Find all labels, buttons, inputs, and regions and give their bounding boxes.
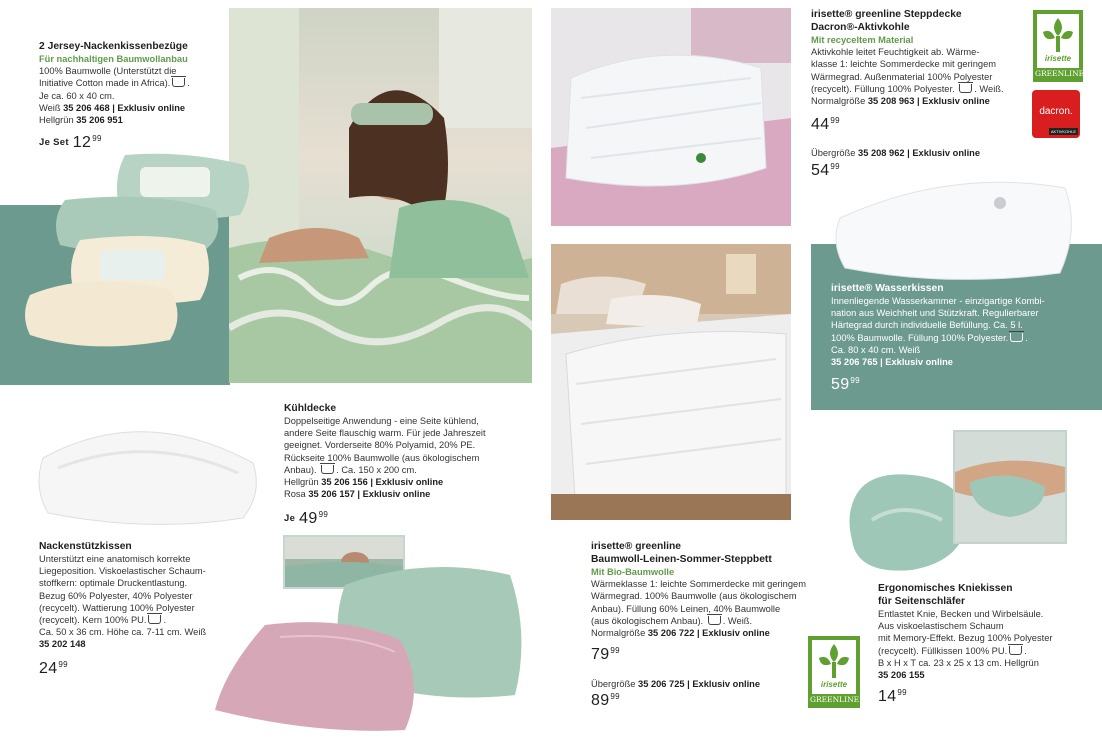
leinen-line-3: Anbau). Füllung 60% Leinen, 40% Baumwolle (591, 603, 781, 614)
steppdecke-normal-prefix: Normalgröße (811, 96, 866, 107)
jersey-white-no: 35 206 468 | Exklusiv online (63, 102, 186, 113)
wasserkissen-line-5: Ca. 80 x 40 cm. Weiß (831, 344, 921, 355)
wash-icon (959, 84, 972, 93)
fleur-icon (1037, 14, 1079, 54)
steppdecke-title: irisette® greenline Steppdecke (811, 9, 962, 20)
knie-price (878, 688, 907, 706)
kuehldecke-line-4: Rückseite 100% Baumwolle (aus ökologischem (284, 452, 480, 463)
wasserkissen-line-3: Härtegrad durch individuelle Befüllung. Ca. 5 l. (831, 320, 1023, 331)
knie-line-4a: (recycelt). Füllkissen 100% PU. (878, 645, 1008, 656)
kuehldecke-line-5b: Ca. 150 x 200 cm. (341, 464, 417, 475)
jersey-green-line (39, 114, 229, 126)
leinen-over-prefix: Übergröße (591, 679, 636, 689)
nacken-title: Nackenstützkissen (39, 541, 132, 552)
kuehldecke-line-5: Anbau). . Ca. 150 x 200 cm. (284, 464, 417, 475)
nacken-line-6: (recycelt). Kern 100% PU. . (39, 615, 167, 626)
irisette-logo-text: irisette (820, 680, 848, 689)
knie-line-1: Entlastet Knie, Becken und Wirbelsäule. (878, 609, 1044, 619)
duvet-aktivkohle-photo (551, 8, 791, 226)
irisette-greenline-logo-top (1033, 10, 1083, 82)
neck-pillow-image (38, 418, 258, 530)
leinen-line-1: Wärmeklasse 1: leichte Sommerdecke mit geringem (591, 579, 806, 590)
leinen-price-2-cents: 99 (610, 692, 620, 701)
wash-icon (1010, 333, 1023, 342)
logo-inner (812, 640, 856, 694)
kuehldecke-price-prefix: Je (284, 513, 296, 524)
knie-product-text (878, 582, 1093, 681)
jersey-subtitle: Für nachhaltigen Baumwollanbau (39, 54, 188, 64)
nacken-line-2: Liegeposition. Viskoelastischer Schaum- (39, 566, 206, 577)
leinen-title-2: Baumwoll-Leinen-Sommer-Steppbett (591, 554, 772, 565)
jersey-desc-2: Initiative Cotton made in Africa). (39, 78, 171, 89)
nacken-line-3: stoffkern: optimale Druckentlastung. (39, 578, 188, 589)
leinen-subtitle: Mit Bio-Baumwolle (591, 567, 675, 577)
steppdecke-over-line (811, 147, 1031, 159)
wash-icon (148, 615, 161, 624)
hero-illustration (229, 8, 532, 383)
greenline-logo-text: GREENLINE (810, 695, 860, 704)
wasserkissen-line-4: 100% Baumwolle. Füllung 100% Polyester. . (831, 332, 1028, 343)
knie-title: Ergonomisches Kniekissen (878, 583, 1013, 594)
steppdecke-subtitle: Mit recyceltem Material (811, 35, 914, 45)
nacken-price-main: 24 (39, 660, 58, 677)
jersey-white-line (39, 102, 229, 114)
kuehldecke-line-2: andere Seite flauschig warm. Für jede Jahreszeit (284, 428, 486, 439)
steppdecke-over-no: 35 208 962 | Exklusiv online (858, 148, 981, 158)
leinen-price-2 (591, 692, 620, 710)
bed-photo-leinen (551, 244, 791, 520)
kuehldecke-price-cents: 99 (318, 510, 329, 519)
steppdecke-line-1: Aktivkohle leitet Feuchtigkeit ab. Wärme- (811, 47, 980, 58)
wash-icon (708, 616, 721, 625)
irisette-logo-text: irisette (1044, 54, 1072, 63)
knie-line-5: B x H x T ca. 23 x 25 x 13 cm. Hellgrün (878, 657, 1039, 668)
kuehldecke-line-3: geeignet. Vorderseite 80% Polyamid, 20% PE. (284, 440, 476, 451)
steppdecke-line-4: (recycelt). Füllung 100% Polyester. . Weiß. (811, 83, 1004, 94)
jersey-price-cents: 99 (92, 134, 102, 143)
leinen-line-4a: (aus ökologischem Anbau). (591, 615, 704, 626)
leinen-normal-no: 35 206 722 | Exklusiv online (647, 628, 770, 639)
dacron-logo-text: dacron. (1039, 106, 1073, 117)
knie-price-cents: 99 (897, 688, 907, 697)
jersey-product-text (39, 40, 229, 126)
leinen-price-1-cents: 99 (610, 646, 620, 655)
steppdecke-line-2: klasse 1: leichte Sommerdecke mit geringem (811, 59, 996, 70)
steppdecke-line-4a: (recycelt). Füllung 100% Polyester. (811, 83, 955, 94)
nacken-product-text (39, 540, 239, 651)
wasserkissen-price-cents: 99 (850, 376, 860, 385)
leinen-product-text (591, 540, 816, 639)
steppdecke-product-text (811, 8, 1026, 107)
greenline-logo-text: GREENLINE (1035, 69, 1085, 78)
leinen-normal-line (591, 627, 816, 639)
aktivkohle-logo-text: AKTIVKOHLE (1050, 129, 1076, 134)
nacken-no: 35 202 148 (39, 639, 86, 650)
bed-leinen-svg (551, 244, 791, 520)
kuehldecke-green-no: 35 206 156 | Exklusiv online (321, 477, 444, 488)
kuehldecke-price-main: 49 (299, 510, 318, 527)
steppdecke-price-1-cents: 99 (830, 116, 840, 125)
leinen-over-line (591, 678, 811, 690)
steppdecke-price-2-main: 54 (811, 162, 830, 179)
nacken-price (39, 660, 68, 678)
wasserkissen-line-2: nation aus Weichheit und Stützkraft. Regulierbarer (831, 308, 1039, 319)
dacron-logo (1032, 90, 1080, 138)
leinen-price-1-main: 79 (591, 646, 610, 663)
nacken-price-cents: 99 (58, 660, 68, 669)
irisette-greenline-logo-bottom (808, 636, 860, 708)
wasserkissen-line-4a: 100% Baumwolle. Füllung 100% Polyester. (831, 332, 1009, 343)
jersey-desc-2-line: Initiative Cotton made in Africa). . (39, 78, 190, 89)
jersey-desc-1: 100% Baumwolle (Unterstützt die (39, 66, 177, 77)
jersey-green-prefix: Hellgrün (39, 115, 74, 126)
hero-photo-woman (229, 8, 532, 383)
knie-price-main: 14 (878, 688, 897, 705)
steppdecke-normal-no: 35 208 963 | Exklusiv online (867, 96, 990, 107)
duvet-aktivkohle-svg (551, 8, 791, 226)
kuehldecke-rose-line (284, 488, 544, 500)
kuehldecke-title: Kühldecke (284, 403, 337, 414)
leinen-line-4: (aus ökologischem Anbau). . Weiß. (591, 615, 753, 626)
steppdecke-title-2: Dacron®-Aktivkohle (811, 22, 910, 33)
wasserkissen-price (831, 376, 860, 394)
neck-pillow-svg (38, 418, 258, 530)
kuehldecke-product-text (284, 402, 544, 500)
leinen-title: irisette® greenline (591, 541, 681, 552)
kuehldecke-blankets-image (205, 545, 550, 737)
wasserkissen-band-content (811, 244, 1102, 410)
wasserkissen-price-main: 59 (831, 376, 850, 393)
knee-pillow-photo (953, 430, 1067, 544)
nacken-line-5: (recycelt). Wattierung 100% Polyester (39, 602, 195, 613)
kuehldecke-green-prefix: Hellgrün (284, 477, 319, 488)
knie-no: 35 206 155 (878, 670, 925, 681)
steppdecke-price-2-cents: 99 (830, 162, 840, 171)
steppdecke-price-1-main: 44 (811, 116, 830, 133)
leinen-line-4b: Weiß. (727, 615, 753, 626)
kuehldecke-price (284, 510, 328, 528)
kuehldecke-line-5a: Anbau). (284, 464, 317, 475)
leinen-price-2-main: 89 (591, 692, 610, 709)
nacken-line-1: Unterstützt eine anatomisch korrekte (39, 554, 191, 564)
kuehldecke-rose-no: 35 206 157 | Exklusiv online (308, 489, 431, 500)
jersey-price-main: 12 (72, 134, 92, 151)
wasserkissen-title: irisette® Wasserkissen (831, 283, 944, 294)
steppdecke-over-prefix: Übergröße (811, 148, 856, 158)
jersey-pillows-image (25, 145, 250, 355)
knee-pillow-photo-svg (955, 432, 1065, 542)
jersey-desc-3: Je ca. 60 x 40 cm. (39, 90, 115, 101)
jersey-green-no: 35 206 951 (76, 115, 123, 126)
jersey-pillows-svg (25, 145, 250, 355)
logo-inner (1037, 14, 1079, 68)
jersey-title: 2 Jersey-Nackenkissenbezüge (39, 41, 188, 52)
leinen-price-1 (591, 646, 620, 664)
leinen-line-2: Wärmegrad. 100% Baumwolle (aus ökologischem (591, 591, 797, 602)
wasserkissen-line-1: Innenliegende Wasserkammer - einzigartige Kombi- (831, 296, 1045, 306)
wash-icon (321, 465, 334, 474)
knie-line-2: Aus viskoelastischem Schaum (878, 621, 1004, 632)
nacken-line-4: Bezug 60% Polyester, 40% Polyester (39, 590, 193, 601)
jersey-price-prefix: Je Set (39, 137, 69, 148)
kuehldecke-blankets-svg (205, 545, 550, 737)
jersey-white-prefix: Weiß (39, 102, 61, 113)
knie-line-3: mit Memory-Effekt. Bezug 100% Polyester (878, 633, 1053, 644)
wash-icon (172, 78, 185, 87)
kuehldecke-green-line (284, 476, 544, 488)
knie-line-4: (recycelt). Füllkissen 100% PU. . (878, 645, 1027, 656)
steppdecke-line-4b: Weiß. (979, 83, 1004, 94)
wasserkissen-no: 35 206 765 | Exklusiv online (831, 357, 953, 368)
steppdecke-line-3: Wärmegrad. Außenmaterial 100% Polyester (811, 71, 993, 82)
nacken-line-7: Ca. 50 x 36 cm. Höhe ca. 7-11 cm. Weiß (39, 627, 207, 638)
leinen-over-no: 35 206 725 | Exklusiv online (638, 679, 761, 689)
leinen-normal-prefix: Normalgröße (591, 628, 646, 639)
fleur-icon (812, 640, 856, 680)
wasserkissen-product-text (831, 282, 1091, 368)
steppdecke-price-2 (811, 162, 840, 180)
kuehldecke-rose-prefix: Rosa (284, 489, 306, 500)
wash-icon (1009, 646, 1022, 655)
steppdecke-price-1 (811, 116, 840, 134)
nacken-line-6a: (recycelt). Kern 100% PU. (39, 615, 147, 626)
steppdecke-normal-line (811, 95, 1026, 107)
jersey-price (39, 134, 102, 152)
knie-title-2: für Seitenschläfer (878, 596, 965, 607)
kuehldecke-line-1: Doppelseitige Anwendung - eine Seite kühlend, (284, 416, 479, 426)
